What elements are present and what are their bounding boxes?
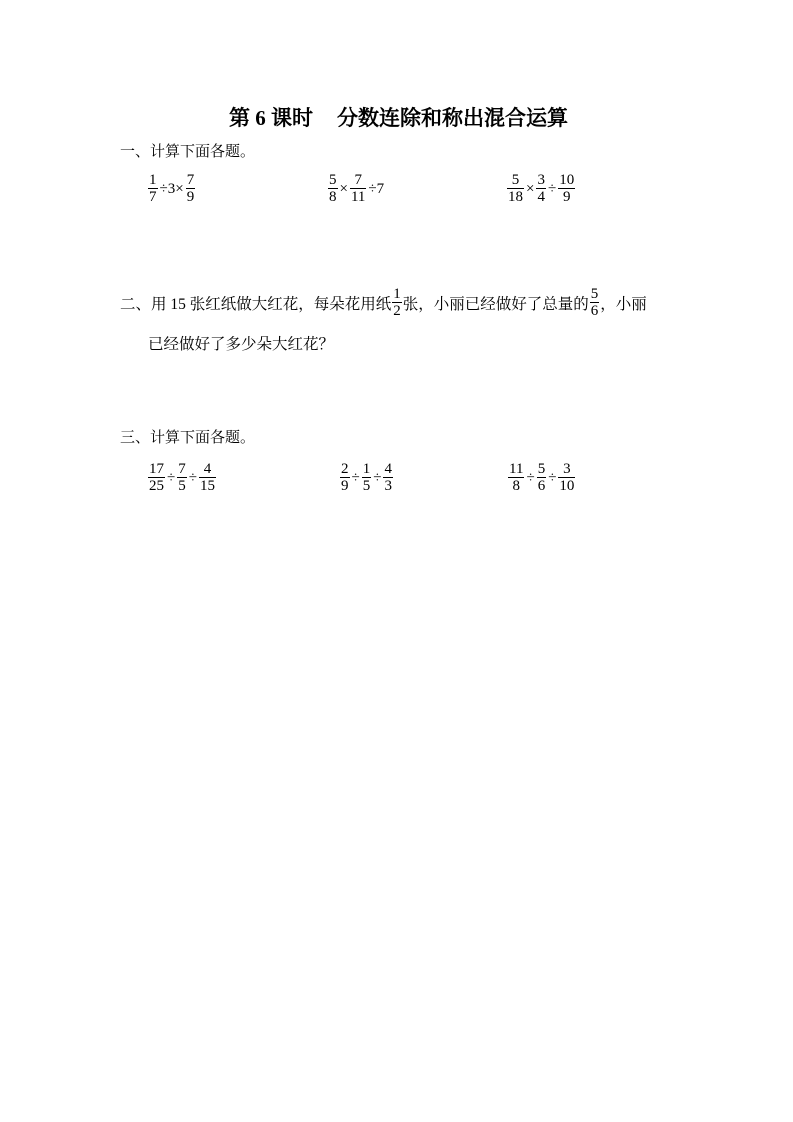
numerator: 10 — [559, 172, 575, 188]
numerator: 5 — [329, 172, 337, 188]
numerator: 17 — [149, 461, 164, 477]
numerator: 5 — [507, 172, 524, 189]
denominator: 9 — [341, 478, 349, 494]
page-title — [229, 106, 568, 130]
numerator: 5 — [537, 461, 546, 477]
fraction — [340, 461, 350, 494]
denominator: 6 — [537, 478, 546, 494]
operator: ÷7 — [368, 180, 385, 197]
denominator: 5 — [178, 478, 186, 494]
fraction — [199, 461, 216, 494]
section1-expression-3 — [507, 172, 575, 205]
section2-problem-line-2: 已经做好了多少朵大红花？ — [148, 336, 335, 353]
fraction — [177, 461, 187, 494]
operator: ÷3× — [159, 180, 184, 197]
section2-problem-line-1 — [120, 286, 647, 319]
denominator: 18 — [508, 189, 523, 205]
denominator: 25 — [149, 478, 164, 494]
denominator: 3 — [384, 478, 392, 494]
numerator: 7 — [350, 172, 366, 189]
operator: × — [339, 180, 348, 197]
fraction — [558, 172, 575, 205]
lesson-number: 第 6 课时 — [229, 106, 313, 130]
numerator: 3 — [558, 461, 575, 478]
lesson-topic: 分数连除和称出混合运算 — [337, 106, 568, 130]
fraction — [383, 461, 393, 494]
fraction — [590, 286, 600, 319]
denominator: 8 — [329, 189, 337, 205]
denominator: 11 — [350, 189, 366, 205]
denominator: 15 — [199, 478, 215, 494]
problem-text: 张，小丽已经做好了总量的 — [402, 295, 589, 313]
operator: ÷ — [547, 180, 557, 197]
denominator: 4 — [537, 189, 545, 205]
numerator: 3 — [537, 172, 545, 188]
numerator: 7 — [186, 172, 195, 188]
denominator: 9 — [186, 189, 195, 205]
fraction — [148, 461, 165, 494]
fraction — [392, 286, 402, 319]
denominator: 8 — [512, 478, 520, 494]
fraction — [558, 461, 575, 494]
problem-text: ，小丽 — [600, 295, 647, 313]
fraction — [536, 172, 546, 205]
section1-expression-2 — [328, 172, 386, 205]
numerator: 4 — [199, 461, 216, 478]
section3-expression-3 — [508, 461, 575, 494]
numerator: 7 — [178, 461, 186, 477]
numerator: 1 — [393, 286, 401, 302]
fraction — [508, 461, 524, 494]
operator: ÷ — [351, 469, 360, 486]
fraction — [148, 172, 158, 205]
fraction — [537, 461, 547, 494]
fraction — [507, 172, 524, 205]
section3-expression-1 — [148, 461, 216, 494]
denominator: 9 — [562, 189, 571, 205]
section3-expression-2 — [340, 461, 393, 494]
section1-heading: 一、计算下面各题。 — [120, 144, 256, 160]
numerator: 4 — [384, 461, 392, 477]
section1-expression-1 — [148, 172, 195, 205]
fraction — [186, 172, 196, 205]
operator: ÷ — [373, 469, 382, 486]
numerator: 1 — [362, 461, 371, 477]
section3-heading: 三、计算下面各题。 — [120, 430, 256, 446]
numerator: 11 — [509, 461, 524, 477]
operator: ÷ — [526, 469, 535, 486]
operator: ÷ — [188, 469, 197, 486]
fraction — [362, 461, 372, 494]
problem-text: 二、用 15 张红纸做大红花，每朵花用纸 — [120, 295, 392, 313]
fraction — [328, 172, 338, 205]
denominator: 6 — [590, 303, 599, 319]
denominator: 2 — [393, 303, 401, 319]
denominator: 7 — [149, 189, 157, 205]
denominator: 10 — [559, 478, 575, 494]
numerator: 5 — [590, 286, 599, 302]
operator: ÷ — [167, 469, 176, 486]
numerator: 2 — [341, 461, 349, 477]
fraction — [350, 172, 366, 205]
numerator: 1 — [149, 172, 157, 188]
operator: ÷ — [548, 469, 557, 486]
denominator: 5 — [362, 478, 371, 494]
operator: × — [526, 180, 535, 197]
